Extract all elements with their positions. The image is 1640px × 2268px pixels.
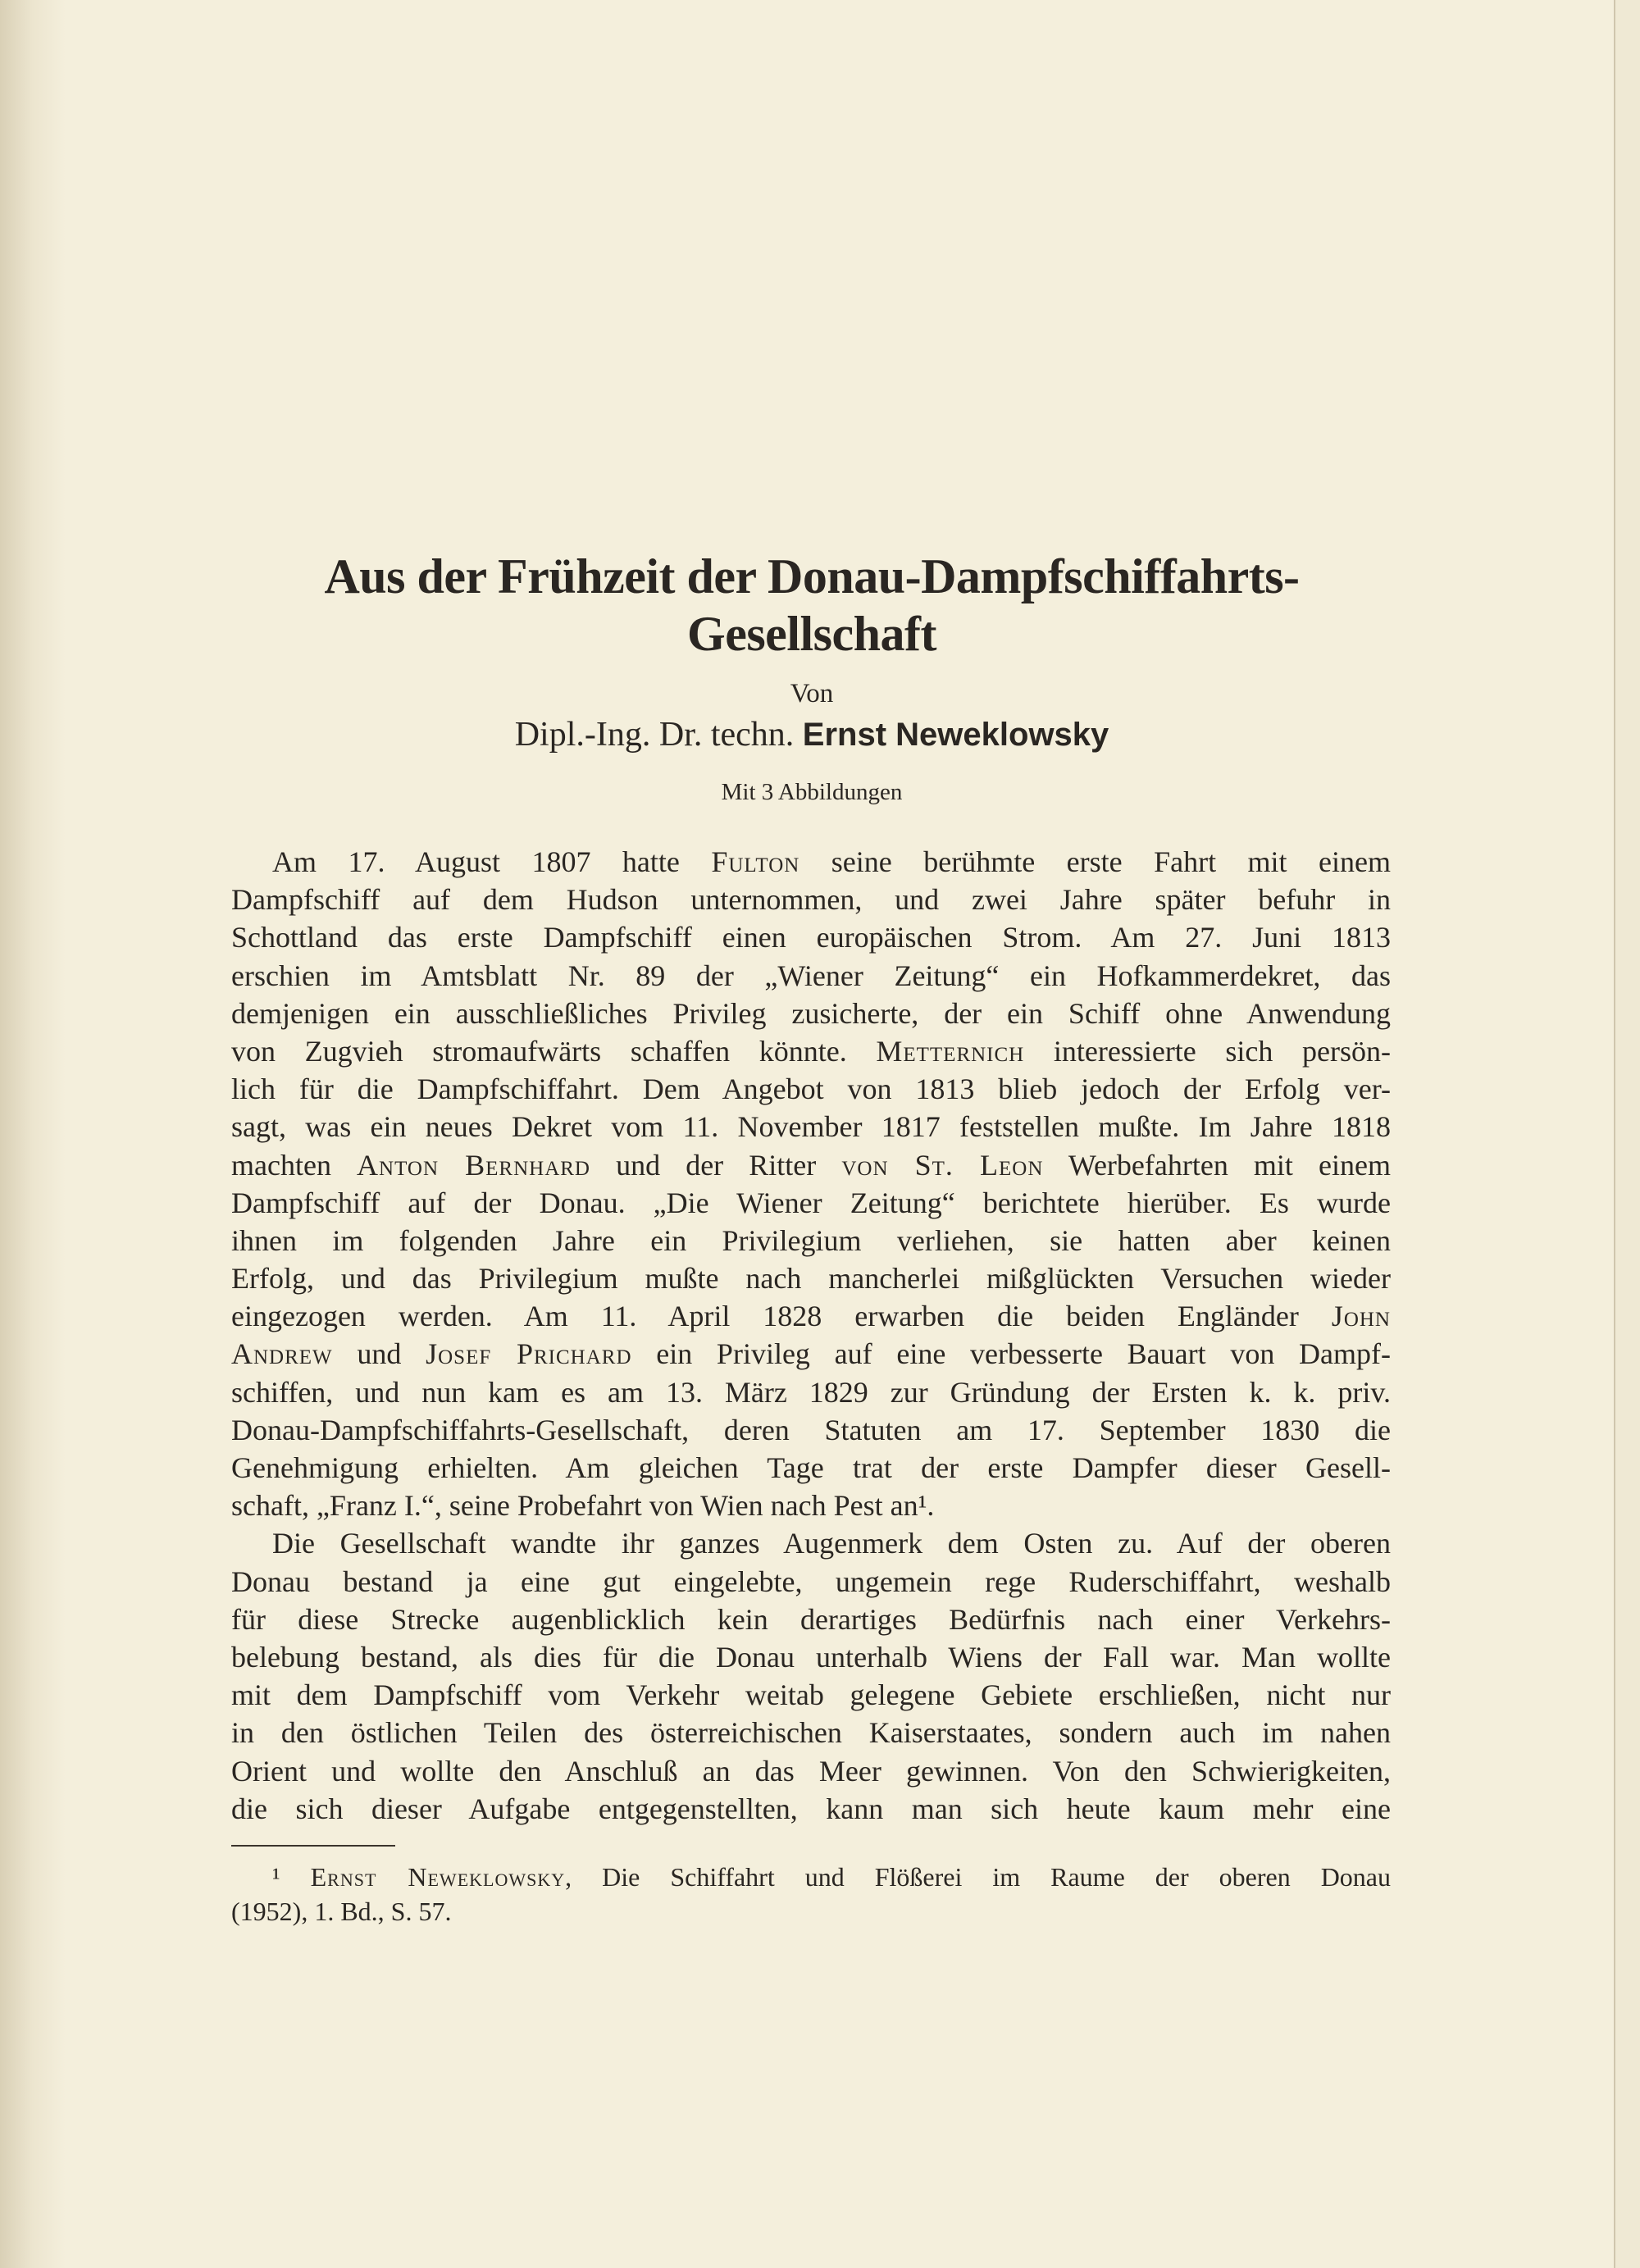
text-run: seine berühmte erste Fahrt mit einem <box>800 845 1391 878</box>
page-edge <box>1614 0 1640 2268</box>
byline-von: Von <box>790 679 834 708</box>
text-run: Dampfschiff auf dem Hudson unternommen, und zwei Jahre später befuhr in <box>231 883 1391 917</box>
text-line <box>231 1259 1391 1297</box>
text-run: lich für die Dampfschiffahrt. Dem Angebot von 1813 blieb jedoch der Erfolg ver- <box>231 1073 1391 1106</box>
text-run: Erfolg, und das Privilegium mußte nach mancherlei mißglückten Versuchen wieder <box>231 1262 1391 1296</box>
text-line <box>231 1524 1391 1562</box>
text-run: schiffen, und nun kam es am 13. März 1829 zur Gründung der Ersten k. k. priv. <box>231 1375 1391 1409</box>
article-body <box>231 843 1391 1828</box>
text-run: erschien im Amtsblatt Nr. 89 der „Wiener Zeitung“ ein Hofkammerdekret, das <box>231 959 1391 992</box>
footnotes <box>231 1860 1391 1929</box>
text-run: Schottland das erste Dampfschiff einen europäischen Strom. Am 27. Juni 1813 <box>231 921 1391 954</box>
text-run: , Die Schiffahrt und Flößerei im Raume der oberen Donau <box>565 1862 1391 1892</box>
small-caps-name: Anton Bernhard <box>357 1148 590 1182</box>
text-run: schaft, „Franz I.“, seine Probefahrt von Wien nach Pest an¹. <box>231 1489 935 1523</box>
text-line <box>231 1222 1391 1259</box>
text-run: von Zugvieh stromaufwärts schaffen könnte. <box>231 1034 877 1068</box>
small-caps-name: von St. Leon <box>841 1148 1044 1182</box>
author-prefix: Dipl.-Ing. Dr. techn. <box>514 716 795 754</box>
text-run: interessierte sich persön- <box>1024 1034 1392 1068</box>
text-line <box>231 1184 1391 1222</box>
text-run: eingezogen werden. Am 11. April 1828 erwarben die beiden Engländer <box>231 1300 1332 1333</box>
text-line <box>231 957 1391 995</box>
text-run: für diese Strecke augenblicklich kein derartiges Bedürfnis nach einer Verkehrs- <box>231 1602 1391 1636</box>
footnote-line <box>231 1860 1391 1894</box>
text-run: und <box>332 1337 426 1371</box>
title-line-1: Aus der Frühzeit der Donau-Dampfschiffahrts- <box>324 549 1300 603</box>
text-run: Die Gesellschaft wandte ihr ganzes Augenmerk dem Osten zu. Auf der oberen <box>272 1527 1391 1560</box>
small-caps-name: Josef Prichard <box>426 1337 632 1371</box>
text-line <box>231 1601 1391 1638</box>
text-run: belebung bestand, als dies für die Donau unterhalb Wiens der Fall war. Man wollte <box>231 1640 1391 1674</box>
article-title <box>230 548 1394 663</box>
text-run: Werbefahrten mit einem <box>1043 1148 1391 1182</box>
text-line <box>231 1563 1391 1601</box>
text-line <box>231 1676 1391 1714</box>
small-caps-name: Ernst Neweklowsky <box>310 1862 566 1892</box>
title-line-2: Gesellschaft <box>687 607 936 661</box>
text-line <box>231 881 1391 918</box>
text-line <box>231 1297 1391 1335</box>
text-line <box>231 995 1391 1032</box>
text-run: Am 17. August 1807 hatte <box>272 845 712 878</box>
text-line <box>231 1714 1391 1751</box>
text-line <box>231 918 1391 956</box>
text-run: mit dem Dampfschiff vom Verkehr weitab gelegene Gebiete erschließen, nicht nur <box>231 1678 1391 1712</box>
figures-note: Mit 3 Abbildungen <box>721 779 903 805</box>
text-run: (1952), 1. Bd., S. 57. <box>231 1897 452 1926</box>
text-run: Donau-Dampfschiffahrts-Gesellschaft, deren Statuten am 17. September 1830 die <box>231 1413 1391 1446</box>
small-caps-name: Andrew <box>231 1337 333 1371</box>
text-line <box>231 1335 1391 1373</box>
text-run: Donau bestand ja eine gut eingelebte, ungemein rege Ruderschiffahrt, weshalb <box>231 1564 1391 1598</box>
text-line <box>231 1070 1391 1108</box>
author <box>230 715 1394 754</box>
small-caps-name: Metternich <box>876 1034 1025 1068</box>
small-caps-name: Fulton <box>711 845 800 878</box>
text-run: Orient und wollte den Anschluß an das Meer gewinnen. Von den Schwierigkeiten, <box>231 1754 1391 1788</box>
text-run: sagt, was ein neues Dekret vom 11. November 1817 feststellen mußte. Im Jahre 1818 <box>231 1110 1391 1144</box>
small-caps-name: John <box>1331 1300 1391 1333</box>
text-line <box>231 1752 1391 1790</box>
text-run: in den östlichen Teilen des österreichischen Kaiserstaates, sondern auch im nahen <box>231 1716 1391 1750</box>
text-line <box>231 1638 1391 1676</box>
footnote-line <box>231 1894 1391 1929</box>
text-run: machten <box>231 1148 358 1182</box>
text-line <box>231 1032 1391 1070</box>
author-name: Ernst Neweklowsky <box>802 717 1109 753</box>
text-run: ein Privileg auf eine verbesserte Bauart von Dampf- <box>631 1337 1392 1371</box>
text-run: ihnen im folgenden Jahre ein Privilegium verliehen, sie hatten aber keinen <box>231 1223 1391 1257</box>
footnote-rule <box>231 1845 395 1847</box>
text-line <box>231 1108 1391 1145</box>
text-line <box>231 1146 1391 1184</box>
text-line <box>231 1373 1391 1411</box>
text-line <box>231 1487 1391 1524</box>
text-line <box>231 843 1391 881</box>
text-line <box>231 1411 1391 1449</box>
text-run: Genehmigung erhielten. Am gleichen Tage trat der erste Dampfer dieser Gesell- <box>231 1451 1391 1484</box>
text-line <box>231 1449 1391 1487</box>
text-line <box>231 1790 1391 1828</box>
text-run: und der Ritter <box>590 1148 842 1182</box>
text-run: demjenigen ein ausschließliches Privileg zusicherte, der ein Schiff ohne Anwendung <box>231 996 1391 1030</box>
text-run: ¹ <box>272 1862 311 1892</box>
text-run: Dampfschiff auf der Donau. „Die Wiener Zeitung“ berichtete hierüber. Es wurde <box>231 1186 1391 1219</box>
page-binding-shadow <box>0 0 66 2268</box>
text-run: die sich dieser Aufgabe entgegenstellten, kann man sich heute kaum mehr eine <box>231 1792 1391 1825</box>
